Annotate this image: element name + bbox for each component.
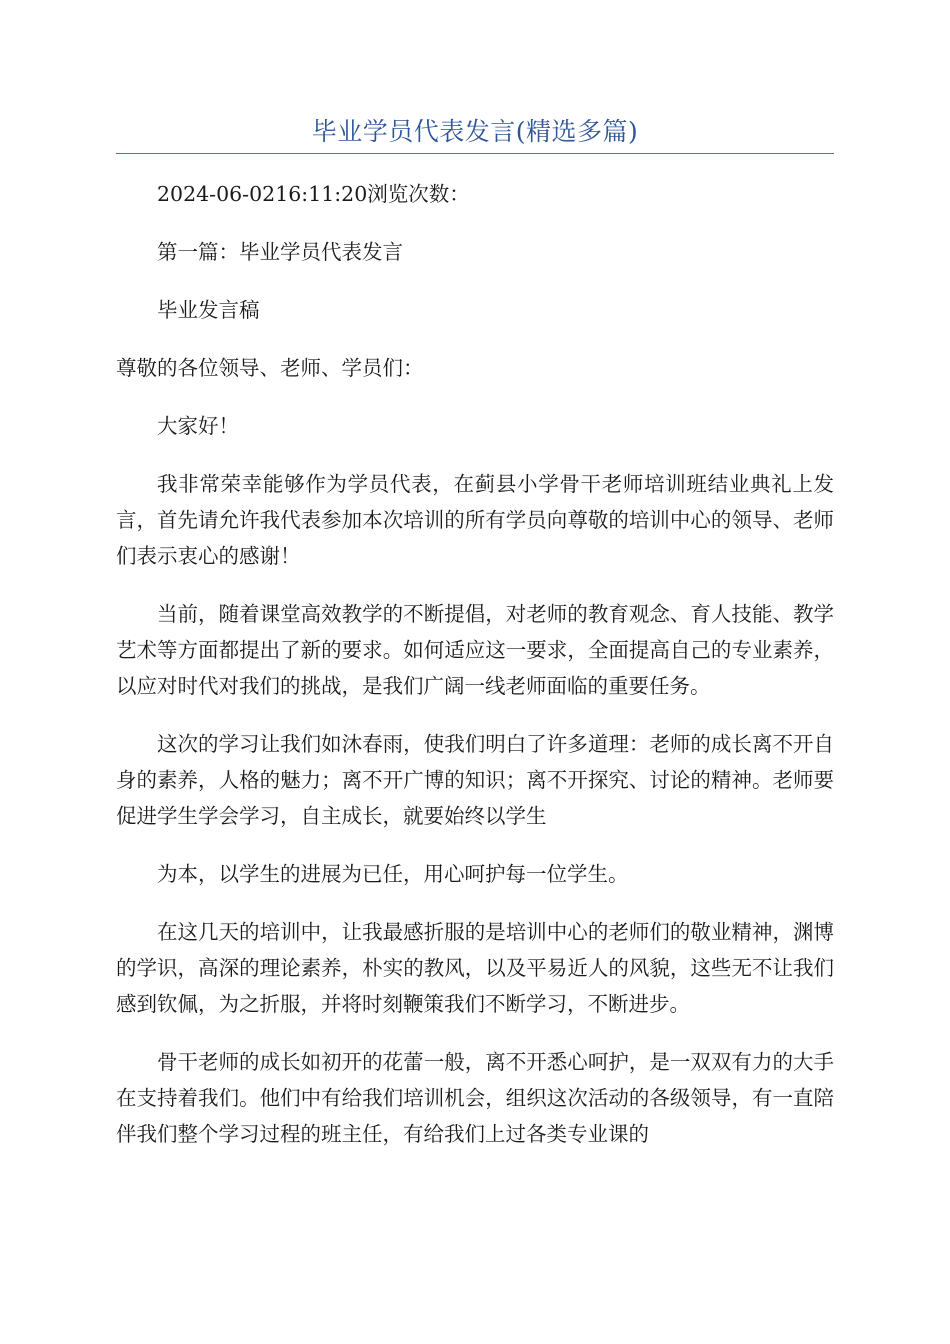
paragraph: 我非常荣幸能够作为学员代表，在蓟县小学骨干老师培训班结业典礼上发言，首先请允许我代表参加本次培训的所有学员向尊敬的培训中心的领导、老师们表示衷心的感谢！ [116, 472, 834, 568]
document-title: 毕业学员代表发言(精选多篇) [311, 117, 639, 146]
paragraph: 这次的学习让我们如沐春雨，使我们明白了许多道理：老师的成长离不开自身的素养，人格的魅力；离不开广博的知识；离不开探究、讨论的精神。老师要促进学生学会学习，自主成长，就要始终以学生 [116, 732, 834, 828]
paragraph: 为本，以学生的进展为已任，用心呵护每一位学生。 [157, 862, 629, 886]
section-heading: 第一篇：毕业学员代表发言 [157, 240, 403, 264]
title-underline [116, 153, 834, 154]
subheading: 毕业发言稿 [157, 298, 260, 322]
greeting: 大家好！ [157, 414, 239, 438]
paragraph: 骨干老师的成长如初开的花蕾一般，离不开悉心呵护，是一双双有力的大手在支持着我们。他们中有给我们培训机会，组织这次活动的各级领导，有一直陪伴我们整个学习过程的班主任，有给我们上过各类专业课的 [116, 1050, 834, 1146]
meta-line: 2024-06-0216:11:20浏览次数： [157, 182, 470, 206]
document-body [116, 176, 834, 1174]
paragraph: 当前，随着课堂高效教学的不断提倡，对老师的教育观念、育人技能、教学艺术等方面都提出了新的要求。如何适应这一要求，全面提高自己的专业素养，以应对时代对我们的挑战，是我们广阔一线老师面临的重要任务。 [116, 602, 834, 698]
salutation: 尊敬的各位领导、老师、学员们： [116, 356, 424, 380]
paragraph: 在这几天的培训中，让我最感折服的是培训中心的老师们的敬业精神，渊博的学识，高深的理论素养，朴实的教风，以及平易近人的风貌，这些无不让我们感到钦佩，为之折服，并将时刻鞭策我们不断学习，不断进步。 [116, 920, 834, 1016]
